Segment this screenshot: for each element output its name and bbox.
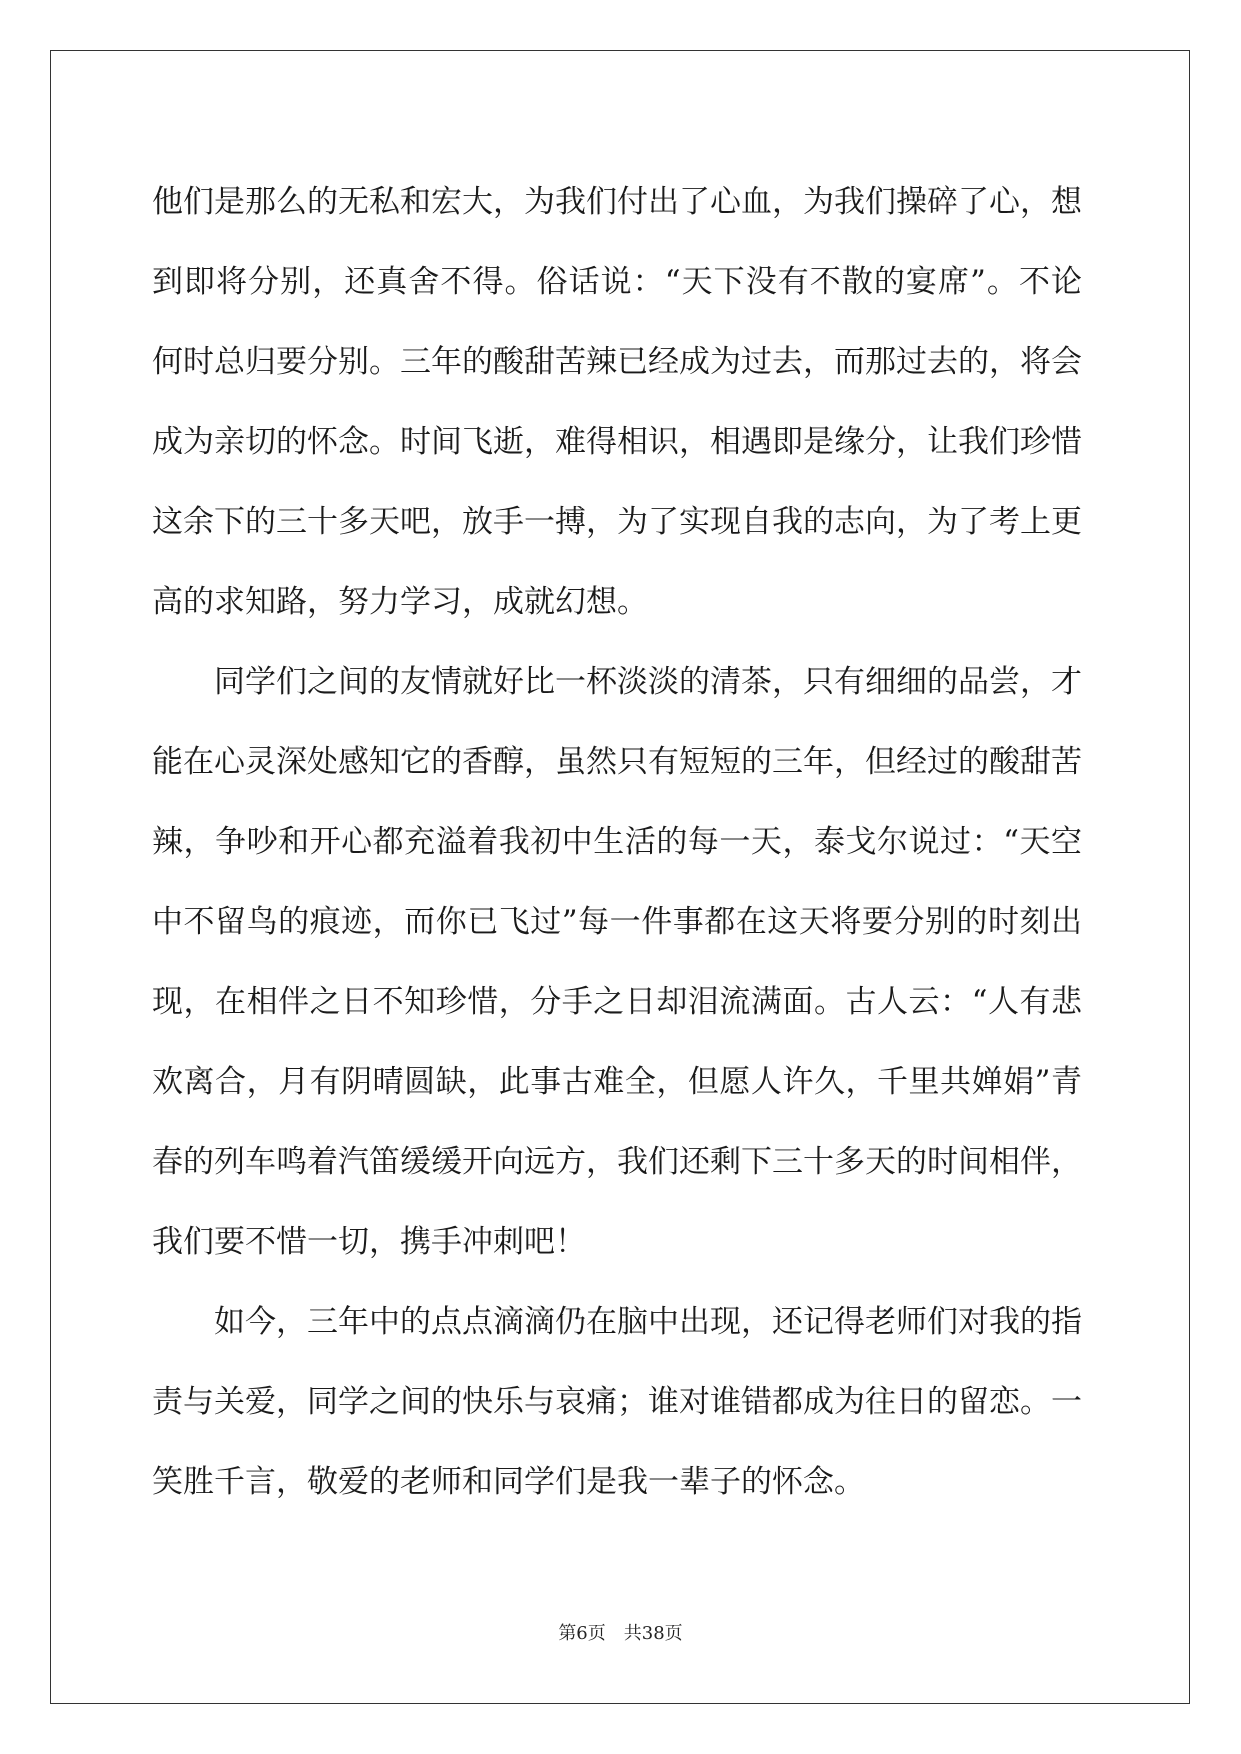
page-number-footer: 第6页 共38页: [558, 1623, 683, 1644]
paragraph-3: 如今，三年中的点点滴滴仍在脑中出现，还记得老师们对我的指责与关爱，同学之间的快乐与哀痛；谁对谁错都成为往日的留恋。一笑胜千言，敬爱的老师和同学们是我一辈子的怀念。: [152, 1304, 1082, 1500]
document-body: [152, 162, 1082, 1522]
paragraph-2: 同学们之间的友情就好比一杯淡淡的清茶，只有细细的品尝，才能在心灵深处感知它的香醇，虽然只有短短的三年，但经过的酸甜苦辣，争吵和开心都充溢着我初中生活的每一天，泰戈尔说过：“天空中不留鸟的痕迹，而你已飞过”每一件事都在这天将要分别的时刻出现，在相伴之日不知珍惜，分手之日却泪流满面。古人云：“人有悲欢离合，月有阴晴圆缺，此事古难全，但愿人许久，千里共婵娟”青春的列车鸣着汽笛缓缓开向远方，我们还剩下三十多天的时间相伴，我们要不惜一切，携手冲刺吧！: [152, 664, 1082, 1260]
paragraph-1: 他们是那么的无私和宏大，为我们付出了心血，为我们操碎了心，想到即将分别，还真舍不得。俗话说：“天下没有不散的宴席”。不论何时总归要分别。三年的酸甜苦辣已经成为过去，而那过去的，将会成为亲切的怀念。时间飞逝，难得相识，相遇即是缘分，让我们珍惜这余下的三十多天吧，放手一搏，为了实现自我的志向，为了考上更高的求知路，努力学习，成就幻想。: [152, 184, 1082, 620]
